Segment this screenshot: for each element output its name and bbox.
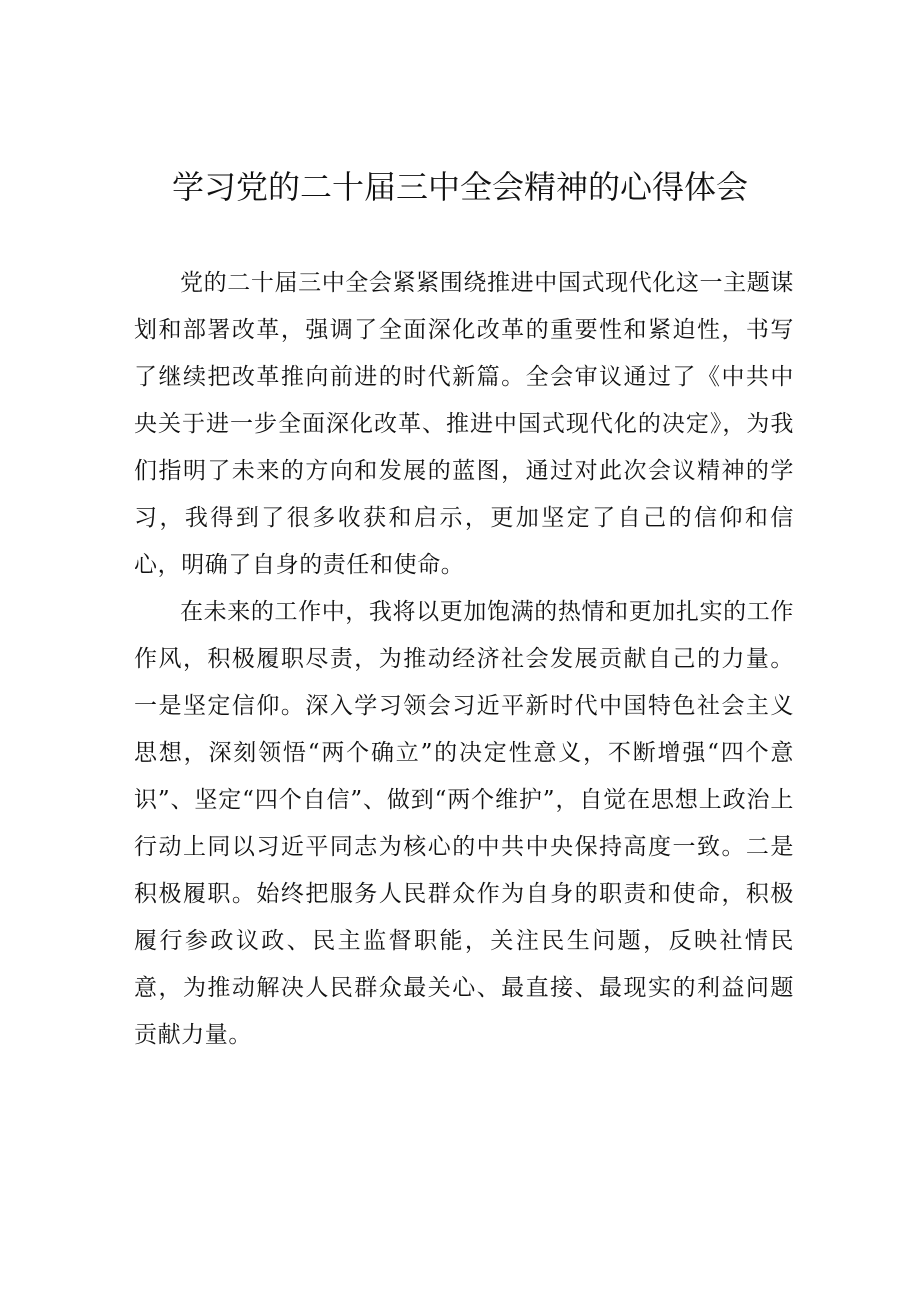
document-body bbox=[134, 260, 794, 1059]
paragraph-1: 党的二十届三中全会紧紧围绕推进中国式现代化这一主题谋划和部署改革，强调了全面深化改革的重要性和紧迫性，书写了继续把改革推向前进的时代新篇。全会审议通过了《中共中央关于进一步全面深化改革、推进中国式现代化的决定》，为我们指明了未来的方向和发展的蓝图，通过对此次会议精神的学习，我得到了很多收获和启示，更加坚定了自己的信仰和信心，明确了自身的责任和使命。 bbox=[134, 270, 794, 578]
document-title: 学习党的二十届三中全会精神的心得体会 bbox=[171, 168, 748, 206]
paragraph-2: 在未来的工作中，我将以更加饱满的热情和更加扎实的工作作风，积极履职尽责，为推动经济社会发展贡献自己的力量。一是坚定信仰。深入学习领会习近平新时代中国特色社会主义思想，深刻领悟“两个确立”的决定性意义，不断增强“四个意识”、坚定“四个自信”、做到“两个维护”，自觉在思想上政治上行动上同以习近平同志为核心的中共中央保持高度一致。二是积极履职。始终把服务人民群众作为自身的职责和使命，积极履行参政议政、民主监督职能，关注民生问题，反映社情民意，为推动解决人民群众最关心、最直接、最现实的利益问题贡献力量。 bbox=[134, 599, 794, 1048]
